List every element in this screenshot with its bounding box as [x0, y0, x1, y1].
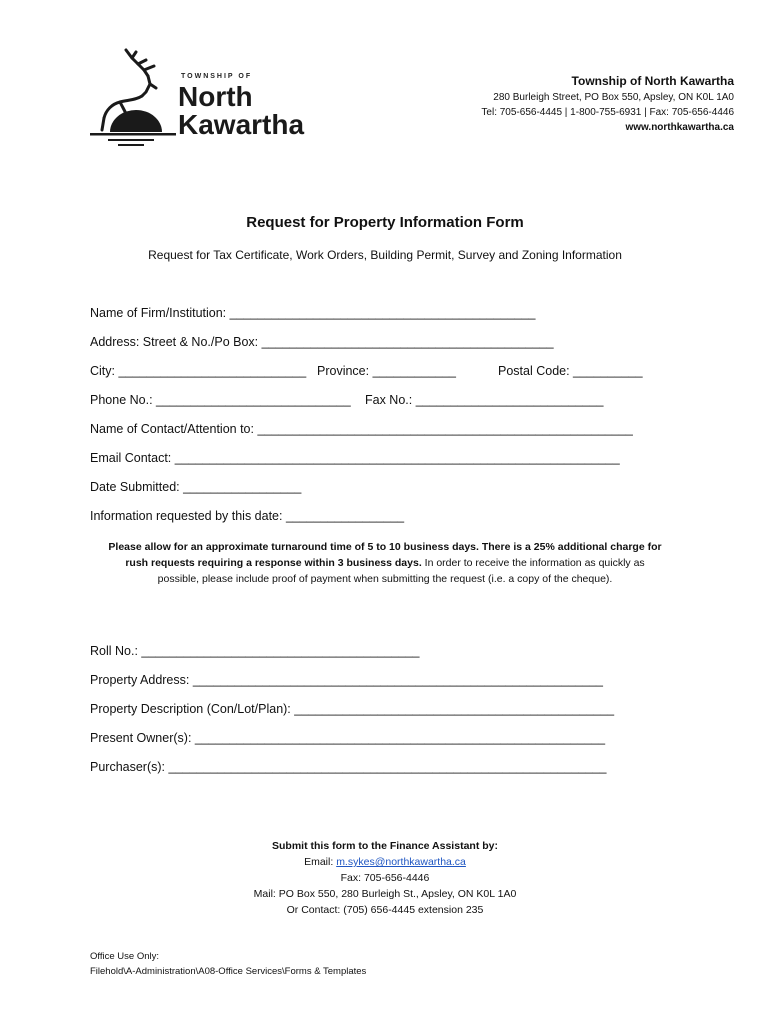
- submit-instructions: [0, 838, 770, 918]
- submit-email-label: Email:: [304, 856, 337, 868]
- office-file-path: Filehold\A-Administration\A08-Office Services\Forms & Templates: [90, 966, 367, 977]
- roll-number-field[interactable]: Roll No.: ________________________________________: [90, 644, 420, 658]
- logo-name-line2: Kawartha: [178, 109, 305, 140]
- turnaround-note: [90, 539, 680, 587]
- submit-fax: Fax: 705-656-4446: [340, 872, 430, 884]
- logo-small-text: TOWNSHIP OF: [181, 73, 253, 80]
- office-use: [90, 949, 366, 979]
- phone-field[interactable]: Phone No.: ____________________________: [90, 393, 351, 407]
- org-address: 280 Burleigh Street, PO Box 550, Apsley, ON K0L 1A0: [493, 92, 734, 103]
- deer-icon: [88, 44, 178, 156]
- township-logo: [88, 44, 328, 156]
- org-name: Township of North Kawartha: [571, 74, 734, 88]
- submit-mail: Mail: PO Box 550, 280 Burleigh St., Apsley, ON K0L 1A0: [253, 888, 517, 900]
- form-title: Request for Property Information Form: [246, 214, 524, 231]
- email-field[interactable]: Email Contact: ________________________________________________________________: [90, 451, 620, 465]
- form-subtitle: Request for Tax Certificate, Work Orders, Building Permit, Survey and Zoning Information: [148, 248, 622, 262]
- logo-name-line1: North: [178, 81, 253, 112]
- org-phone: Tel: 705-656-4445 | 1-800-755-6931 | Fax: 705-656-4446: [481, 107, 734, 118]
- purchaser-field[interactable]: Purchaser(s): _______________________________________________________________: [90, 760, 607, 774]
- property-description-field[interactable]: Property Description (Con/Lot/Plan): ______________________________________________: [90, 702, 615, 716]
- submit-heading: Submit this form to the Finance Assistant by:: [272, 840, 498, 852]
- fax-field[interactable]: Fax No.: ___________________________: [365, 393, 604, 407]
- organization-info: [481, 73, 734, 135]
- note-bold-line2: rush requests requiring a response within 3 business days.: [125, 557, 422, 569]
- present-owner-field[interactable]: Present Owner(s): ___________________________________________________________: [90, 731, 606, 745]
- city-field[interactable]: City: ___________________________: [90, 364, 307, 378]
- org-website: www.northkawartha.ca: [625, 122, 734, 133]
- submit-email-line: [0, 854, 770, 870]
- submit-contact: Or Contact: (705) 656-4445 extension 235: [286, 904, 484, 916]
- note-regular-line2: In order to receive the information as quickly as: [421, 557, 645, 569]
- note-bold-line1: Please allow for an approximate turnaround time of 5 to 10 business days. There is a 25% additional charge for: [108, 541, 662, 553]
- province-field[interactable]: Province: ____________: [317, 364, 457, 378]
- postal-code-field[interactable]: Postal Code: __________: [498, 364, 643, 378]
- date-submitted-field[interactable]: Date Submitted: _________________: [90, 480, 302, 494]
- office-use-label: Office Use Only:: [90, 951, 159, 962]
- submit-email-link[interactable]: m.sykes@northkawartha.ca: [336, 856, 466, 868]
- note-line3: possible, please include proof of payment when submitting the request (i.e. a copy of the cheque).: [157, 573, 613, 585]
- date-requested-field[interactable]: Information requested by this date: _________________: [90, 509, 405, 523]
- address-field[interactable]: Address: Street & No./Po Box: __________________________________________: [90, 335, 554, 349]
- property-address-field[interactable]: Property Address: ___________________________________________________________: [90, 673, 603, 687]
- contact-field[interactable]: Name of Contact/Attention to: ______________________________________________________: [90, 422, 633, 436]
- firm-field[interactable]: Name of Firm/Institution: ____________________________________________: [90, 306, 536, 320]
